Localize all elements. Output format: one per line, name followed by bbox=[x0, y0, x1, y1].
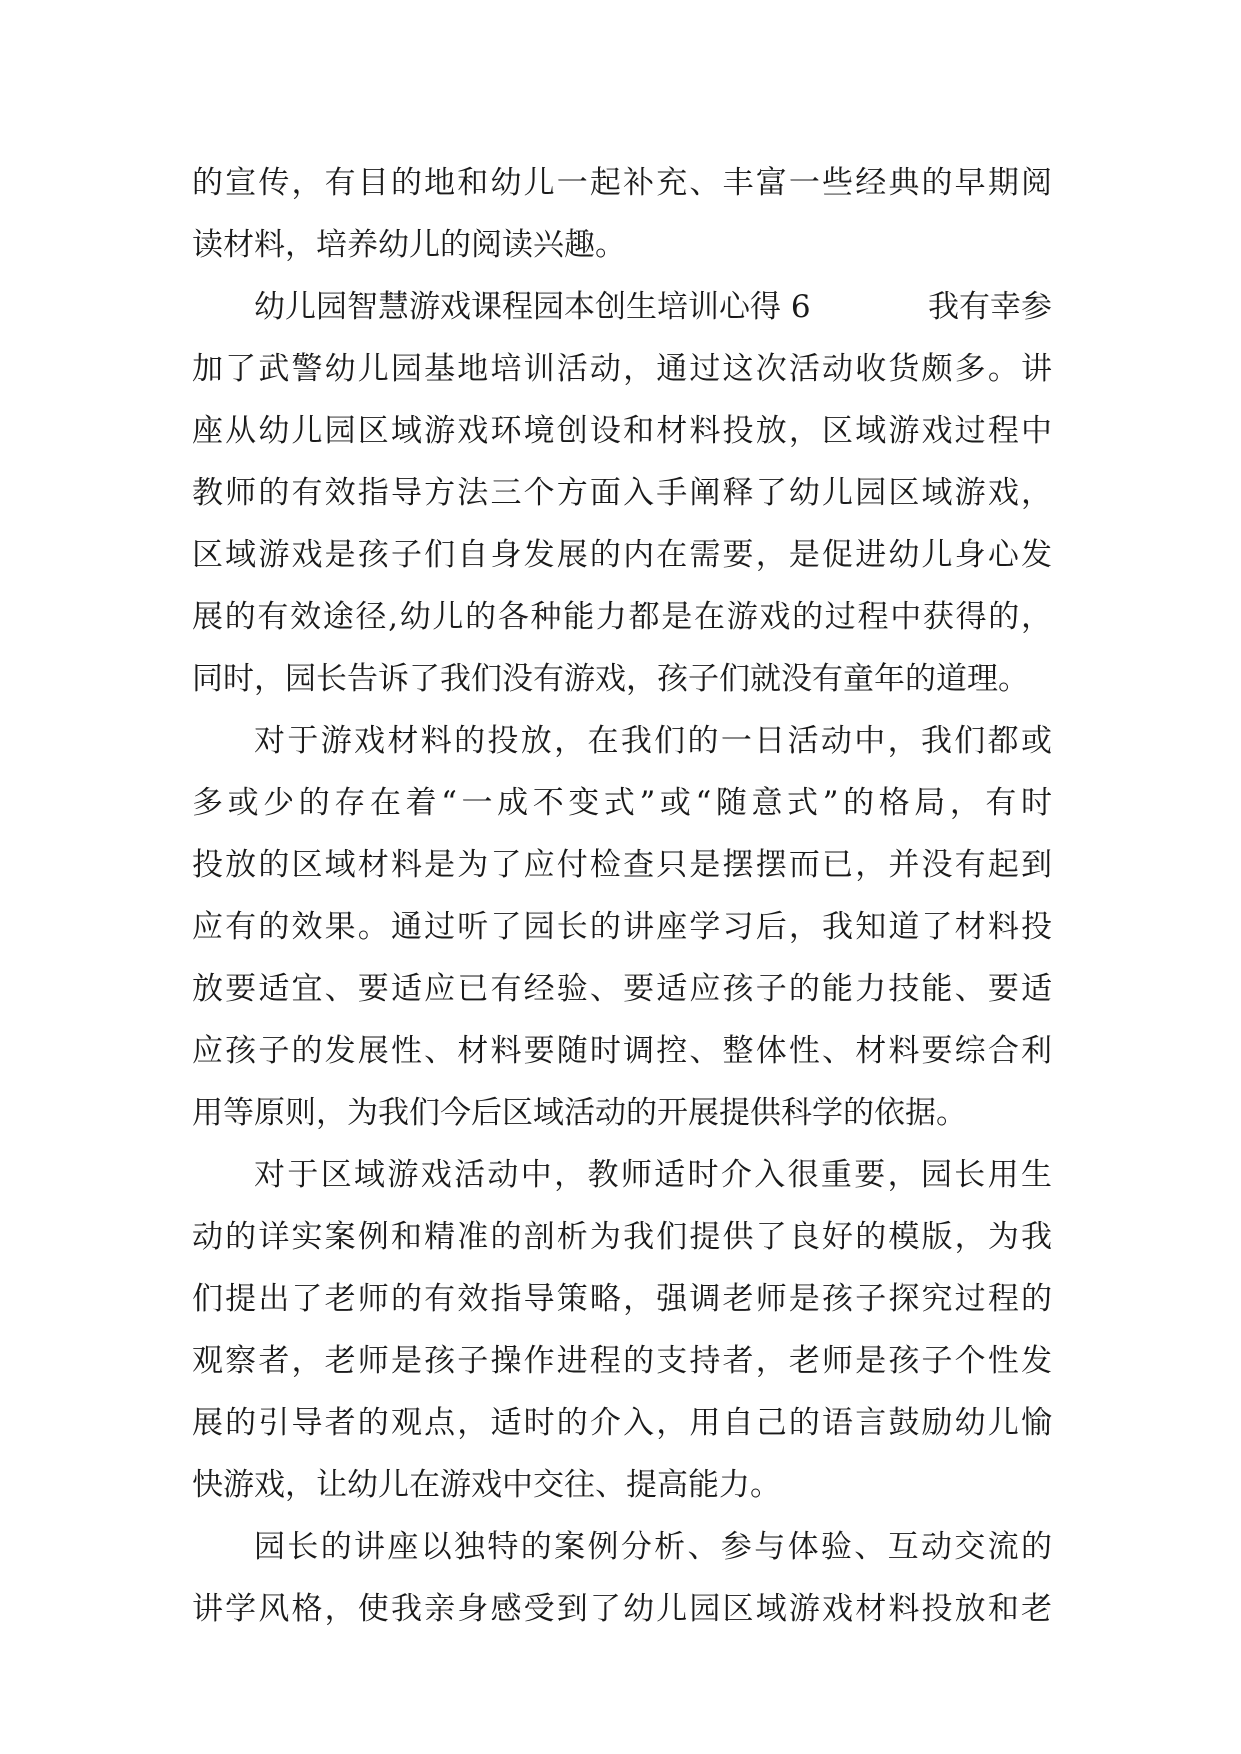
document-body bbox=[192, 152, 1052, 1640]
text-line: 应有的效果。通过听了园长的讲座学习后，我知道了材料投 bbox=[192, 909, 1052, 945]
text-line: 快游戏，让幼儿在游戏中交往、提高能力。 bbox=[192, 1467, 781, 1503]
section-heading-tail: 我有幸参 bbox=[928, 289, 1052, 325]
text-line: 动的详实案例和精准的剖析为我们提供了良好的模版，为我 bbox=[192, 1219, 1052, 1255]
text-line: 加了武警幼儿园基地培训活动，通过这次活动收货颇多。讲 bbox=[192, 351, 1052, 387]
text-line: 对于游戏材料的投放，在我们的一日活动中，我们都或 bbox=[254, 723, 1052, 759]
text-line: 用等原则，为我们今后区域活动的开展提供科学的依据。 bbox=[192, 1095, 967, 1131]
text-line: 讲学风格，使我亲身感受到了幼儿园区域游戏材料投放和老 bbox=[192, 1591, 1052, 1627]
text-line: 展的有效途径,幼儿的各种能力都是在游戏的过程中获得的， bbox=[192, 599, 1052, 635]
paragraph-2 bbox=[192, 276, 1052, 710]
text-line: 多或少的存在着“一成不变式”或“随意式”的格局，有时 bbox=[192, 785, 1052, 821]
text-line: 同时，园长告诉了我们没有游戏，孩子们就没有童年的道理。 bbox=[192, 661, 1029, 697]
text-line: 应孩子的发展性、材料要随时调控、整体性、材料要综合利 bbox=[192, 1033, 1052, 1069]
text-line: 对于区域游戏活动中，教师适时介入很重要，园长用生 bbox=[254, 1157, 1052, 1193]
paragraph-1 bbox=[192, 152, 1052, 276]
paragraph-5 bbox=[192, 1516, 1052, 1640]
text-line: 投放的区域材料是为了应付检查只是摆摆而已，并没有起到 bbox=[192, 847, 1052, 883]
text-line: 展的引导者的观点，适时的介入，用自己的语言鼓励幼儿愉 bbox=[192, 1405, 1052, 1441]
text-line: 区域游戏是孩子们自身发展的内在需要，是促进幼儿身心发 bbox=[192, 537, 1052, 573]
text-line: 教师的有效指导方法三个方面入手阐释了幼儿园区域游戏， bbox=[192, 475, 1052, 511]
paragraph-4 bbox=[192, 1144, 1052, 1516]
text-line: 座从幼儿园区域游戏环境创设和材料投放，区域游戏过程中 bbox=[192, 413, 1052, 449]
text-line: 园长的讲座以独特的案例分析、参与体验、互动交流的 bbox=[254, 1529, 1052, 1565]
text-line: 放要适宜、要适应已有经验、要适应孩子的能力技能、要适 bbox=[192, 971, 1052, 1007]
paragraph-3 bbox=[192, 710, 1052, 1144]
section-heading-line bbox=[192, 276, 1052, 338]
text-line: 观察者，老师是孩子操作进程的支持者，老师是孩子个性发 bbox=[192, 1343, 1052, 1379]
text-line: 读材料，培养幼儿的阅读兴趣。 bbox=[192, 227, 626, 263]
section-heading: 幼儿园智慧游戏课程园本创生培训心得 6 bbox=[254, 289, 811, 325]
text-line: 的宣传，有目的地和幼儿一起补充、丰富一些经典的早期阅 bbox=[192, 165, 1052, 201]
text-line: 们提出了老师的有效指导策略，强调老师是孩子探究过程的 bbox=[192, 1281, 1052, 1317]
